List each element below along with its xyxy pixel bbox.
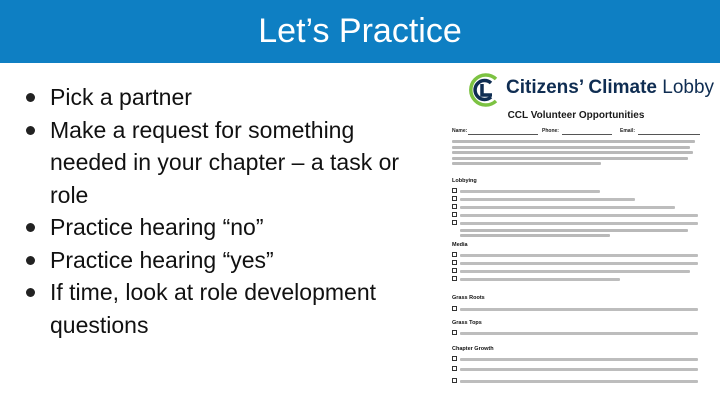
- name-label: Name:: [452, 128, 468, 134]
- checkbox-item: [452, 276, 702, 282]
- checkbox[interactable]: [452, 276, 457, 281]
- checkbox[interactable]: [452, 220, 457, 225]
- bullet-dot: [26, 126, 35, 135]
- bullet-dot: [26, 256, 35, 265]
- checkbox-item: [452, 220, 702, 226]
- section-chapter-growth: Chapter Growth: [452, 346, 494, 352]
- org-name: [506, 76, 714, 100]
- slide-title: Let’s Practice: [258, 12, 462, 50]
- checkbox[interactable]: [452, 268, 457, 273]
- checkbox[interactable]: [452, 212, 457, 217]
- bullet-dot: [26, 288, 35, 297]
- checkbox[interactable]: [452, 356, 457, 361]
- email-label: Email:: [620, 128, 636, 134]
- checkbox-item: [452, 252, 702, 258]
- checkbox[interactable]: [452, 366, 457, 371]
- checkbox[interactable]: [452, 330, 457, 335]
- checkbox[interactable]: [452, 260, 457, 265]
- bullet-text: Pick a partner: [50, 84, 192, 110]
- bullet-item: [22, 244, 422, 277]
- bullet-text: Make a request for something needed in your chapter – a task or role: [50, 116, 400, 208]
- bullet-item: [22, 276, 422, 341]
- org-name-rest: Lobby: [662, 77, 715, 98]
- bullet-dot: [26, 93, 35, 102]
- section-lobbying: Lobbying: [452, 178, 477, 184]
- checkbox-item: [452, 204, 702, 210]
- checkbox-item: [452, 330, 702, 336]
- checkbox[interactable]: [452, 378, 457, 383]
- ccl-logo-icon: [466, 72, 502, 108]
- checkbox[interactable]: [452, 252, 457, 257]
- checkbox[interactable]: [452, 204, 457, 209]
- checkbox-item: [452, 356, 702, 362]
- checkbox-item: [452, 188, 702, 194]
- checkbox-item: [452, 306, 702, 312]
- name-line: [468, 134, 538, 135]
- checkbox-item: [452, 378, 702, 384]
- checkbox[interactable]: [452, 188, 457, 193]
- email-line: [638, 134, 700, 135]
- intro-paragraph: [452, 140, 700, 168]
- checkbox-item: [452, 268, 702, 274]
- contact-fields: [452, 128, 702, 136]
- checkbox[interactable]: [452, 196, 457, 201]
- bullet-text: Practice hearing “yes”: [50, 246, 274, 273]
- checkbox-item: [452, 260, 702, 266]
- volunteer-opportunities-document: [448, 66, 715, 398]
- checkbox-item: [452, 212, 702, 218]
- phone-line: [562, 134, 612, 135]
- section-grass-roots: Grass Roots: [452, 295, 485, 301]
- bullet-item: [22, 211, 422, 244]
- bullet-item: [22, 114, 422, 212]
- bullet-text: Practice hearing “no”: [50, 214, 264, 240]
- section-media: Media: [452, 242, 468, 248]
- section-grass-tops: Grass Tops: [452, 320, 482, 326]
- org-name-bold: Citizens’ Climate: [506, 77, 657, 98]
- bullet-item: [22, 81, 422, 114]
- phone-label: Phone:: [542, 128, 559, 134]
- document-title: CCL Volunteer Opportunities: [507, 110, 645, 121]
- checkbox[interactable]: [452, 306, 457, 311]
- bullet-text: If time, look at role development questions: [50, 279, 376, 338]
- checkbox-item: [452, 196, 702, 202]
- checkbox-item: [452, 366, 702, 372]
- bullet-dot: [26, 223, 35, 232]
- bullet-list: [22, 81, 422, 341]
